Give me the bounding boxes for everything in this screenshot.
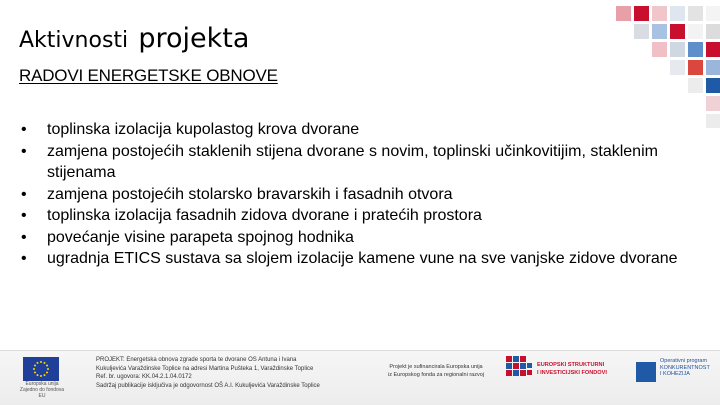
op-logo-line: KONKURENTNOST xyxy=(660,364,710,371)
op-logo-line: Operativni program xyxy=(660,358,708,364)
list-item-text: toplinska izolacija kupolastog krova dvorane xyxy=(47,121,360,138)
list-item-text: toplinska izolacija fasadnih zidova dvorane i pratećih prostora xyxy=(47,207,482,224)
eu-flag-logo xyxy=(23,357,59,381)
bullet-icon: • xyxy=(21,228,27,246)
cofinancing-note: Projekt je sufinancirala Europska unija iz Europskog fonda za regionalni razvoj xyxy=(388,364,485,378)
list-item xyxy=(21,227,686,249)
project-line: Ref. br. ugovora: KK.04.2.1.04.0172 xyxy=(96,374,192,381)
title-word-2: projekta xyxy=(138,23,250,54)
bullet-icon: • xyxy=(21,185,27,203)
bullet-icon: • xyxy=(21,250,27,267)
eu-funds-logo xyxy=(504,351,634,389)
project-line: Kukuljevića Varaždinske Toplice na adresi Martina Pušteka 1, Varaždinske Toplice xyxy=(96,365,314,372)
eu-flag-caption: Europska unija Zajedno do fondova EU xyxy=(19,381,65,399)
project-line: PROJEKT: Energetska obnova zgrade sporta te dvorane OŠ Antuna i Ivana xyxy=(96,357,297,363)
eu-funds-line-1: EUROPSKI STRUKTURNI xyxy=(537,362,605,368)
title-word-1: Aktivnosti xyxy=(19,28,129,53)
bullet-icon: • xyxy=(21,121,27,138)
list-item-text: povećanje visine parapeta spojnog hodnika xyxy=(47,228,354,246)
list-item xyxy=(21,205,686,227)
section-subtitle: RADOVI ENERGETSKE OBNOVE xyxy=(19,66,278,85)
list-item-text: ugradnja ETICS sustava sa slojem izolacije kamene vune na sve vanjske zidove dvorane xyxy=(47,250,678,267)
project-info xyxy=(96,356,386,390)
op-logo-icon xyxy=(636,362,656,382)
list-item xyxy=(21,141,686,184)
activity-list xyxy=(21,119,686,270)
list-item xyxy=(21,119,686,141)
slide-title xyxy=(19,17,249,55)
eu-funds-line-2: I INVESTICIJSKI FONDOVI xyxy=(537,370,607,376)
list-item-text: zamjena postojećih stolarsko bravarskih i fasadnih otvora xyxy=(47,185,453,203)
op-logo-text xyxy=(660,358,710,378)
list-item-text: zamjena postojećih staklenih stijena dvorane s novim, toplinski učinkovitijim, staklenim stijenama xyxy=(47,142,658,181)
op-logo-line: I KOHEZIJA xyxy=(660,371,690,378)
list-item xyxy=(21,248,686,270)
bullet-icon: • xyxy=(21,207,27,224)
list-item xyxy=(21,184,686,206)
bullet-icon: • xyxy=(21,142,27,160)
corner-decoration xyxy=(610,0,720,130)
project-line: Sadržaj publikacije isključiva je odgovornost OŠ A.I. Kukuljevića Varaždinske Toplice xyxy=(96,382,320,389)
operational-programme-logo xyxy=(636,358,710,390)
